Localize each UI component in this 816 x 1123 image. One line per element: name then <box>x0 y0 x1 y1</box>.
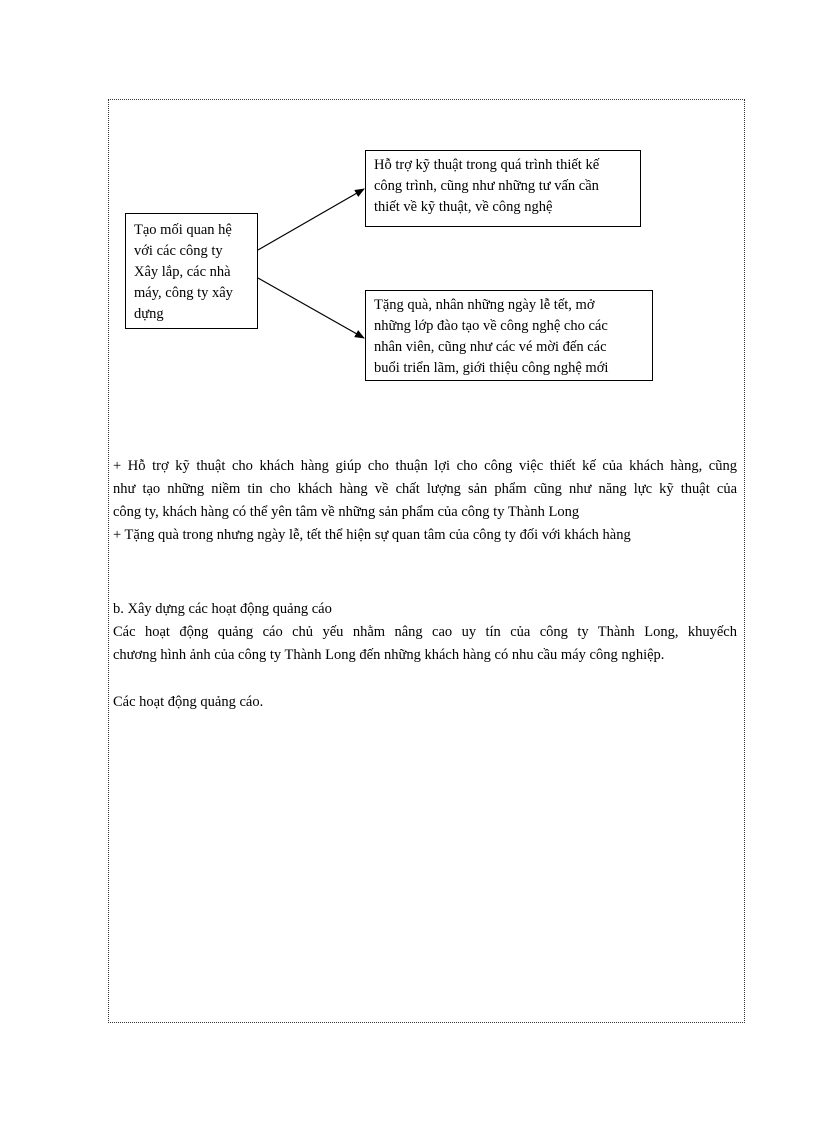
source-box-line: với các công ty <box>134 243 223 259</box>
paragraph-line: công ty, khách hàng có thể yên tâm về những sản phẩm của công ty Thành Long <box>113 504 580 520</box>
source-box-line: Tạo mối quan hệ <box>134 222 232 238</box>
bullet-technical-support <box>113 455 737 547</box>
technical-support-line: công trình, cũng như những tư vấn cần <box>374 178 599 194</box>
section-advertising <box>113 598 737 667</box>
section-heading: b. Xây dựng các hoạt động quảng cáo <box>113 601 332 617</box>
technical-support-box <box>365 150 641 227</box>
source-box-line: máy, công ty xây <box>134 285 233 301</box>
paragraph-line: + Hỗ trợ kỹ thuật cho khách hàng giúp cho thuận lợi cho công việc thiết kế của khách hàng, cũng <box>113 458 737 474</box>
source-box-line: dựng <box>134 306 164 322</box>
source-box <box>125 213 258 329</box>
gifts-training-line: những lớp đào tạo về công nghệ cho các <box>374 318 608 334</box>
technical-support-line: thiết về kỹ thuật, về công nghệ <box>374 199 553 215</box>
technical-support-line: Hỗ trợ kỹ thuật trong quá trình thiết kế <box>374 157 600 173</box>
closing-text <box>113 691 737 714</box>
paragraph-line: Các hoạt động quảng cáo chủ yếu nhằm nâng cao uy tín của công ty Thành Long, khuyếch <box>113 624 737 640</box>
gifts-training-box <box>365 290 653 381</box>
bullet-gifts: + Tặng quà trong nhưng ngày lễ, tết thể hiện sự quan tâm của công ty đối với khách hàng <box>113 527 631 543</box>
paragraph-line: như tạo những niềm tin cho khách hàng về chất lượng sản phẩm cũng như năng lực kỹ thuật của <box>113 481 737 497</box>
source-box-line: Xây lắp, các nhà <box>134 264 231 280</box>
paragraph-line: chương hình ảnh của công ty Thành Long đến những khách hàng có nhu cầu máy công nghiệp. <box>113 647 665 663</box>
gifts-training-line: nhân viên, cũng như các vé mời đến các <box>374 339 607 355</box>
closing-line: Các hoạt động quảng cáo. <box>113 694 264 710</box>
gifts-training-line: buổi triển lãm, giới thiệu công nghệ mới <box>374 360 609 376</box>
gifts-training-line: Tặng quà, nhân những ngày lễ tết, mở <box>374 297 595 313</box>
